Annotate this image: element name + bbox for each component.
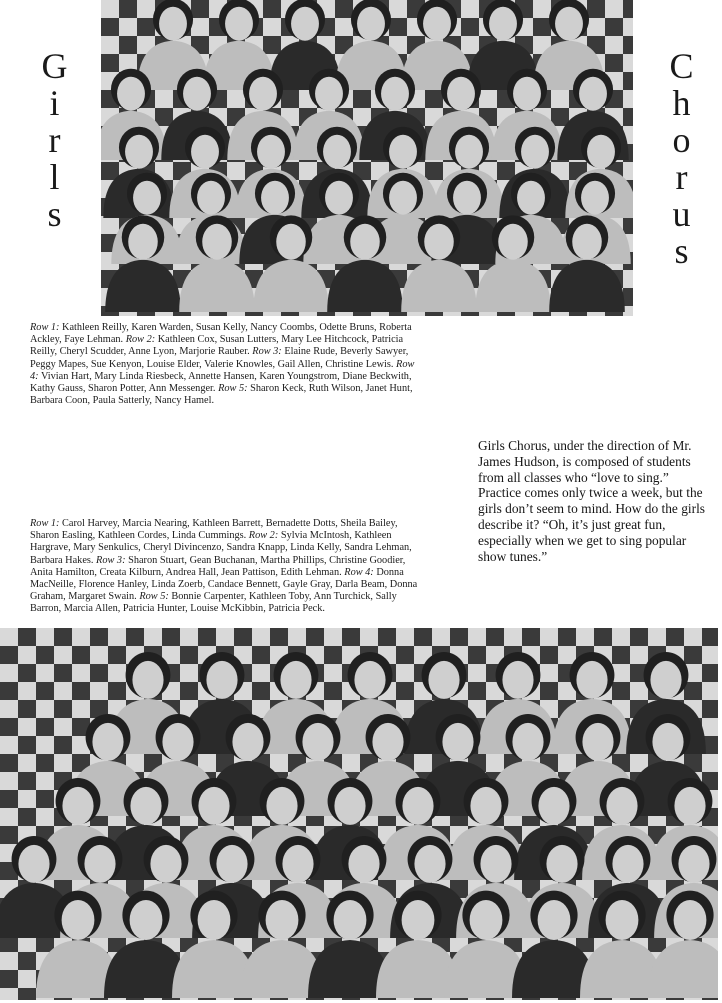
- title-letter: s: [674, 231, 690, 271]
- title-letter: G: [41, 46, 69, 86]
- row-names: Sharon Keck, Ruth Wilson, Janet Hunt, Barbara Coon, Paula Satterly, Nancy Hamel.: [30, 383, 413, 407]
- row-label: Row 1:: [30, 518, 60, 529]
- row-label: Row 5:: [218, 383, 248, 395]
- row-label: Row 4:: [30, 358, 415, 382]
- row-names: Carol Harvey, Marcia Nearing, Kathleen Barrett, Bernadette Dotts, Sheila Bailey, Sharon Easling, Kathleen Cordes, Linda Cummings.: [30, 518, 398, 542]
- top-group-photo: [101, 0, 633, 316]
- row-names: Sharon Stuart, Gean Buchanan, Martha Phillips, Christine Goodier, Anita Hamilton, Creata Kilburn, Andrea Hall, Jean Pattison, Edith Lehman.: [30, 554, 406, 578]
- row-label: Row 3:: [96, 554, 126, 566]
- title-chorus: [657, 48, 707, 270]
- title-letter: h: [672, 83, 692, 123]
- bottom-photo-figures: [0, 628, 718, 1000]
- row-label: Row 4:: [344, 566, 374, 578]
- row-label: Row 2:: [125, 334, 156, 346]
- chorus-description: Girls Chorus, under the direction of Mr. James Hudson, is composed of students from all classes who “love to sing.” Practice comes only twice a week, but the girls don’t seem to mind. How do the girls describe it? “Oh, it’s just great fun, especially when we get to sing popular show tunes.”: [478, 438, 706, 564]
- row-label: Row 1:: [30, 322, 60, 333]
- row-label: Row 3:: [252, 346, 282, 358]
- row-names: Vivian Hart, Mary Linda Riesbeck, Annette Hansen, Karen Youngstrom, Diane Beckwith, Kathy Gauss, Sharon Potter, Ann Messenger.: [30, 370, 412, 395]
- row-names: Kathleen Cox, Susan Lutters, Mary Lee Hitchcock, Patricia Reilly, Cheryl Scudder, Anne Lyon, Marjorie Rauber.: [30, 334, 404, 358]
- title-letter: r: [48, 120, 62, 160]
- row-names: Bonnie Carpenter, Kathleen Toby, Ann Turchick, Sally Barron, Marcia Allen, Patricia Hunter, Louise McKibbin, Patricia Peck.: [30, 591, 397, 615]
- title-letter: u: [672, 194, 692, 234]
- title-letter: s: [47, 194, 63, 234]
- top-photo-figures: [101, 0, 633, 316]
- row-label: Row 5:: [139, 591, 169, 603]
- caption-bottom-names: [30, 518, 420, 616]
- title-letter: l: [49, 157, 61, 197]
- title-letter: r: [675, 157, 689, 197]
- row-names: Sylvia McIntosh, Kathleen Hargrave, Mary Senkulics, Cheryl Divincenzo, Sandra Knapp, Linda Kelly, Sandra Lehman, Barbara Hakes.: [30, 530, 412, 566]
- row-names: Donna MacNeille, Florence Hanley, Linda Zoerb, Candace Bennett, Gayle Gray, Darla Beam, Donna Graham, Margaret Swain.: [30, 566, 418, 603]
- bottom-group-photo: [0, 628, 718, 1000]
- row-names: Elaine Rude, Beverly Sawyer, Peggy Mapes, Sue Kenyon, Louise Elder, Valerie Knowles, Gail Allen, Christine Lewis.: [30, 346, 409, 370]
- row-label: Row 2:: [248, 530, 279, 542]
- title-letter: i: [49, 83, 61, 123]
- row-names: Kathleen Reilly, Karen Warden, Susan Kelly, Nancy Coombs, Odette Bruns, Roberta Ackley, Faye Lehman.: [30, 322, 412, 346]
- caption-top-names: [30, 322, 420, 407]
- title-letter: C: [669, 46, 695, 86]
- title-girls: [30, 48, 80, 233]
- title-letter: o: [672, 120, 692, 160]
